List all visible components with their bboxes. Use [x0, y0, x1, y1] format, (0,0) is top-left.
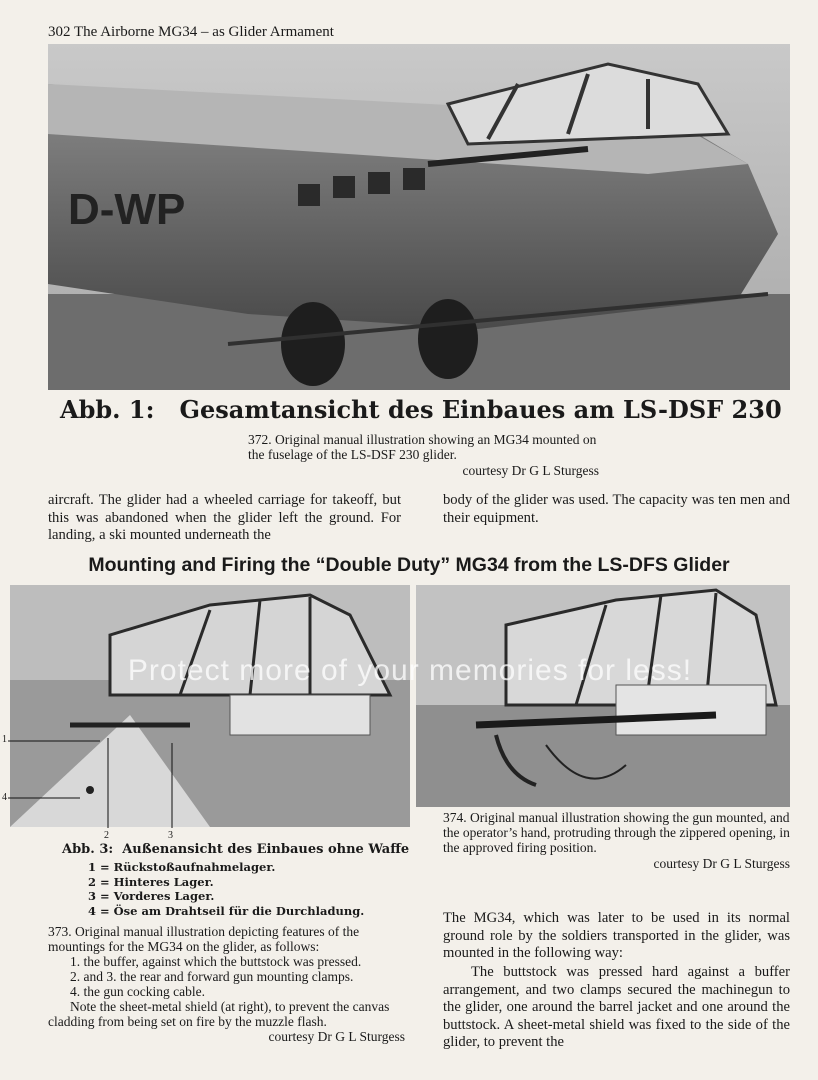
legend-item: 2 = Hinteres Lager.	[88, 874, 214, 889]
fig3-caption-item: 1. the buffer, against which the buttstock was pressed.	[70, 954, 362, 969]
section-heading: Mounting and Firing the “Double Duty” MG34 from the LS-DFS Glider	[88, 554, 730, 576]
intro-left-paragraph: aircraft. The glider had a wheeled carriage for takeoff, but this was abandoned when the glider left the ground. For landing, a ski mounted underneath the	[48, 492, 401, 543]
svg-text:D-WP: D-WP	[68, 185, 186, 234]
fig3-caption-item: 2. and 3. the rear and forward gun mounting clamps.	[70, 969, 354, 984]
fig4-credit: courtesy Dr G L Sturgess	[653, 856, 790, 871]
intro-right-paragraph: body of the glider was used. The capacity was ten men and their equipment.	[443, 492, 790, 526]
legend-item: 3 = Vorderes Lager.	[88, 889, 215, 903]
fig3-caption	[48, 924, 405, 1044]
fig1-caption: 372. Original manual illustration showing an MG34 mounted on the fuselage of the LS-DSF 230 glider.	[248, 432, 597, 462]
fig3-caption-intro: 373. Original manual illustration depicting features of the mountings for the MG34 on the glider, as follows:	[48, 924, 360, 954]
legend-item: 4 = Öse am Drahtseil für die Durchladung.	[88, 903, 365, 918]
fig3-legend	[88, 860, 388, 918]
fig1-fraktur-caption: Abb. 1: Gesamtansicht des Einbaues am LS-DSF 230	[60, 395, 782, 424]
fig3-credit: courtesy Dr G L Sturgess	[268, 1029, 405, 1044]
fig4-caption: 374. Original manual illustration showing the gun mounted, and the operator’s hand, protruding through the zippered opening, in the approved firing position.	[443, 810, 790, 855]
fig3-fraktur-caption: Abb. 3: Außenansicht des Einbaues ohne Waffe	[62, 842, 410, 857]
fig3-callout-4: 4	[2, 792, 7, 803]
glider-photo-fig4	[416, 585, 790, 807]
watermark-banner: Protect more of your memories for less!	[127, 654, 693, 687]
body-paragraph-2: The buttstock was pressed hard against a buffer arrangement, and two clamps secured the machinegun to the glider, one around the barrel jacket and one around the buttstock. A sheet-metal shield was fixed to the side of the glider, to prevent the	[443, 964, 790, 1050]
fig3-callout-3: 3	[168, 830, 173, 841]
fig3-callout-2: 2	[104, 830, 109, 841]
body-paragraph-1: The MG34, which was later to be used in its normal ground role by the soldiers transported in the glider, was mounted in the following way:	[443, 910, 790, 961]
glider-photo-fig1	[48, 44, 790, 390]
fig3-caption-item: 4. the gun cocking cable.	[70, 984, 205, 999]
fig1-credit: courtesy Dr G L Sturgess	[462, 463, 599, 478]
legend-item: 1 = Rückstoßaufnahmelager.	[88, 860, 276, 874]
page-header: 302 The Airborne MG34 – as Glider Armament	[48, 24, 334, 40]
fig3-leader-lines	[0, 738, 180, 830]
fig3-caption-note: Note the sheet-metal shield (at right), to prevent the canvas cladding from being set on fire by the muzzle flash.	[48, 999, 390, 1029]
fig3-callout-1: 1	[2, 734, 7, 745]
